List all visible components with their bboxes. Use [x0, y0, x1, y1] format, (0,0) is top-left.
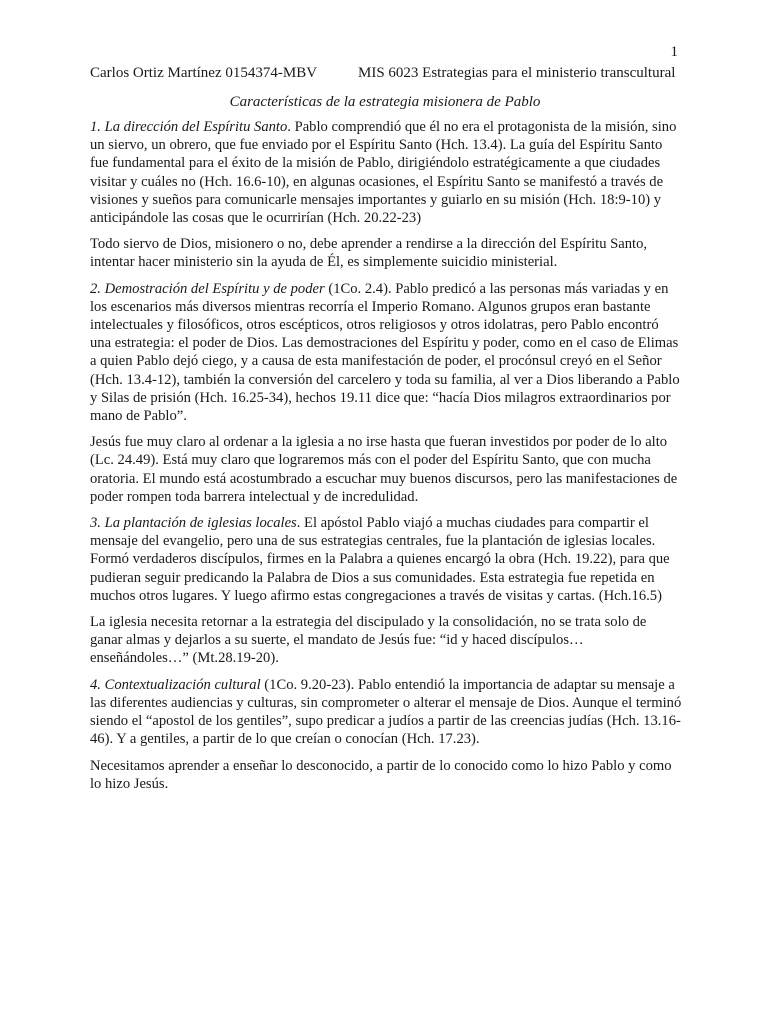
document-body — [90, 118, 682, 801]
paragraph-4 — [90, 433, 682, 506]
paragraph-text: Todo siervo de Dios, misionero o no, debe aprender a rendirse a la dirección del Espíritu Santo, intentar hacer ministerio sin la ayuda de Él, es simplemente suicidio ministerial. — [90, 236, 648, 271]
header-author: Carlos Ortiz Martínez 0154374-MBV — [90, 65, 318, 81]
paragraph-text: Necesitamos aprender a enseñar lo desconocido, a partir de lo conocido como lo hizo Pablo y como lo hizo Jesús. — [90, 757, 672, 792]
section-heading-4: 4. Contextualización cultural — [90, 676, 261, 693]
paragraph-text: La iglesia necesita retornar a la estrategia del discipulado y la consolidación, no se trata solo de ganar almas y dejarlos a su suerte, el mandato de Jesús fue: “id y haced discípulos… enseñándoles…” (Mt.28.19-20). — [90, 614, 647, 667]
paragraph-text: (1Co. 2.4). Pablo predicó a las personas más variadas y en los escenarios más diversos mientras recorría el Imperio Romano. Algunos grupos eran bastante intelectuales y filosóficos, otros escépticos, otros religiosos y otros idolatras, pero Pablo encontró una estrategia: el poder de Dios. Las demostraciones del Espíritu y poder, como en el caso de Elimas a quien Pablo dejó ciego, y a causa de esta manifestación de poder, el procónsul creyó en el Señor (Hch. 13.4-12), también la conversión del carcelero y toda su familia, al ver a Dios liberando a Pablo y Silas de prisión (Hch. 16.25-34), hechos 19.11 dice que: “hacía Dios milagros extraordinarios por mano de Pablo”. — [90, 280, 680, 425]
section-heading-2: 2. Demostración del Espíritu y de poder — [90, 280, 325, 297]
page-number: 1 — [670, 44, 678, 60]
paragraph-7 — [90, 676, 682, 749]
paragraph-1 — [90, 118, 682, 227]
paragraph-8 — [90, 757, 682, 793]
section-heading-3: 3. La plantación de iglesias locales — [90, 515, 297, 532]
paragraph-6 — [90, 613, 682, 668]
paragraph-text: . Pablo comprendió que él no era el protagonista de la misión, sino un siervo, un obrero, que fue enviado por el Espíritu Santo (Hch. 13.4). La guía del Espíritu Santo fue fundamental para el éxito de la misión de Pablo, dirigiéndolo estratégicamente a que ciudades visitar y cuáles no (Hch. 16.6-10), en algunas ocasiones, el Espíritu Santo se manifestó a través de visiones y sueños para comunicarle mensajes importantes y guiarlo en su misión (Hch. 18:9-10) y anticipándole las cosas que le ocurrirían (Hch. 20.22-23) — [90, 119, 677, 227]
paragraph-text: Jesús fue muy claro al ordenar a la iglesia a no irse hasta que fueran investidos por poder de lo alto (Lc. 24.49). Está muy claro que lograremos más con el poder del Espíritu Santo, que con mucha oratoria. El mundo está acostumbrado a escuchar muy buenos discursos, pero las manifestaciones de poder rompen toda barrera intelectual y de incredulidad. — [90, 434, 678, 505]
paragraph-text: . El apóstol Pablo viajó a muchas ciudades para compartir el mensaje del evangelio, pero una de sus estrategias centrales, fue la plantación de iglesias locales. Formó verdaderos discípulos, firmes en la Palabra a quienes encargó la obra (Hch. 19.22), para que pudieran seguir predicando la Palabra de Dios a sus comunidades. Esta estrategia fue repetida en muchos otros lugares. Y luego afirmo estas congregaciones a través de visitas y cartas. (Hch.16.5) — [90, 515, 670, 604]
header-course: MIS 6023 Estrategias para el ministerio transcultural — [358, 65, 676, 81]
document-title: Características de la estrategia misionera de Pablo — [229, 94, 541, 110]
paragraph-5 — [90, 514, 682, 605]
paragraph-text: (1Co. 9.20-23). Pablo entendió la importancia de adaptar su mensaje a las diferentes audiencias y culturas, sin comprometer o alterar el mensaje de Dios. Aunque el terminó siendo el “apostol de los gentiles”, supo predicar a judíos a partir de las creencias judías (Hch. 13.16-46). Y a gentiles, a partir de lo que creían o conocían (Hch. 17.23). — [90, 676, 682, 748]
paragraph-3 — [90, 280, 682, 426]
paragraph-2 — [90, 235, 682, 271]
page-header — [90, 64, 680, 82]
section-heading-1: 1. La dirección del Espíritu Santo — [90, 119, 288, 135]
